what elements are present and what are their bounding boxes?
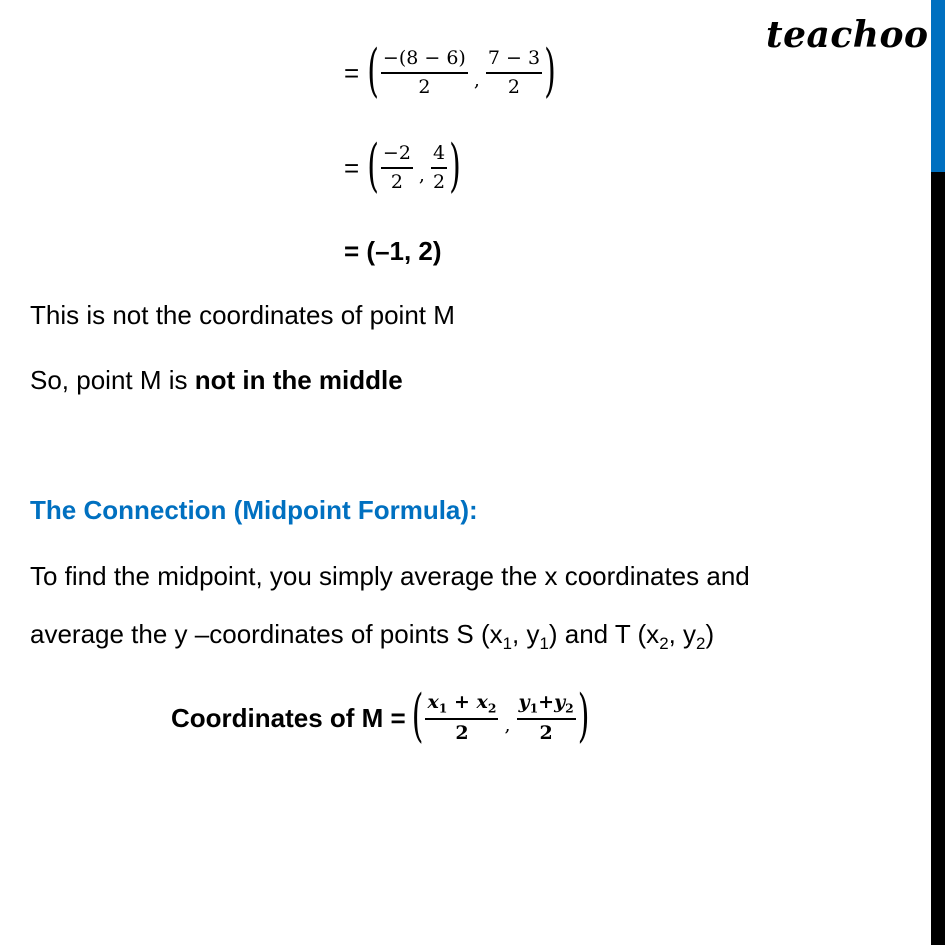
paragraph-line-1: To find the midpoint, you simply average the x coordinates and <box>30 561 750 591</box>
left-paren: ( <box>411 683 424 751</box>
fraction-y <box>431 143 447 194</box>
plus-sign: + <box>538 691 555 713</box>
plus-sign: + <box>447 691 477 713</box>
fraction-y <box>486 48 542 99</box>
equation-step-1 <box>344 39 556 106</box>
conclusion-prefix: So, point M is <box>30 365 195 395</box>
paragraph-text: ) and T (x <box>548 619 660 649</box>
paragraph-text: average the y –coordinates of points S (x <box>30 619 503 649</box>
right-paren: ) <box>544 39 556 106</box>
denominator: 2 <box>507 75 521 98</box>
comma: , <box>473 69 480 92</box>
comma: , <box>504 714 511 737</box>
subscript: 2 <box>696 633 706 653</box>
conclusion-line-2 <box>30 367 403 393</box>
fraction-x <box>381 143 413 194</box>
equation-result: = (–1, 2) <box>344 236 442 266</box>
formula-label: Coordinates of M = <box>171 702 406 733</box>
fraction-x <box>381 48 468 99</box>
right-paren: ) <box>449 134 461 201</box>
paragraph-text: , y <box>668 619 697 649</box>
numerator <box>425 692 498 720</box>
denominator: 2 <box>390 170 403 193</box>
numerator: 4 <box>431 143 447 169</box>
subscript: 2 <box>565 700 574 716</box>
subscript: 2 <box>487 700 497 716</box>
right-paren: ) <box>577 683 590 751</box>
conclusion-line-1: This is not the coordinates of point M <box>30 300 455 330</box>
equals-sign: = <box>344 57 360 88</box>
subscript: 1 <box>502 633 513 653</box>
fraction-x <box>425 692 498 744</box>
subscript: 1 <box>529 700 539 716</box>
var-x: x <box>427 691 439 713</box>
denominator: 2 <box>539 721 553 744</box>
equals-sign: = <box>344 152 360 183</box>
left-paren: ( <box>367 39 379 106</box>
denominator: 2 <box>455 721 469 744</box>
midpoint-formula <box>171 683 590 751</box>
numerator <box>517 692 576 720</box>
paragraph-line-2 <box>30 621 714 653</box>
numerator: 7 − 3 <box>486 48 542 74</box>
subscript: 2 <box>659 633 669 653</box>
numerator: −2 <box>381 143 413 169</box>
right-sidebar-accent <box>931 0 945 172</box>
var-y: y <box>554 691 566 713</box>
left-paren: ( <box>367 134 379 201</box>
fraction-y <box>517 692 576 744</box>
denominator: 2 <box>418 75 431 98</box>
denominator: 2 <box>432 170 446 193</box>
comma: , <box>418 164 425 187</box>
var-x: x <box>476 691 488 713</box>
numerator: −(8 − 6) <box>381 48 468 74</box>
equation-step-2 <box>344 134 461 201</box>
subscript: 1 <box>438 700 448 716</box>
subscript: 1 <box>539 633 549 653</box>
paragraph-text: , y <box>512 619 540 649</box>
paragraph-text: ) <box>705 619 715 649</box>
var-y: y <box>518 691 530 713</box>
teachoo-logo: teachoo <box>766 14 929 56</box>
conclusion-emphasis: not in the middle <box>194 365 403 395</box>
section-heading: The Connection (Midpoint Formula): <box>30 495 478 525</box>
